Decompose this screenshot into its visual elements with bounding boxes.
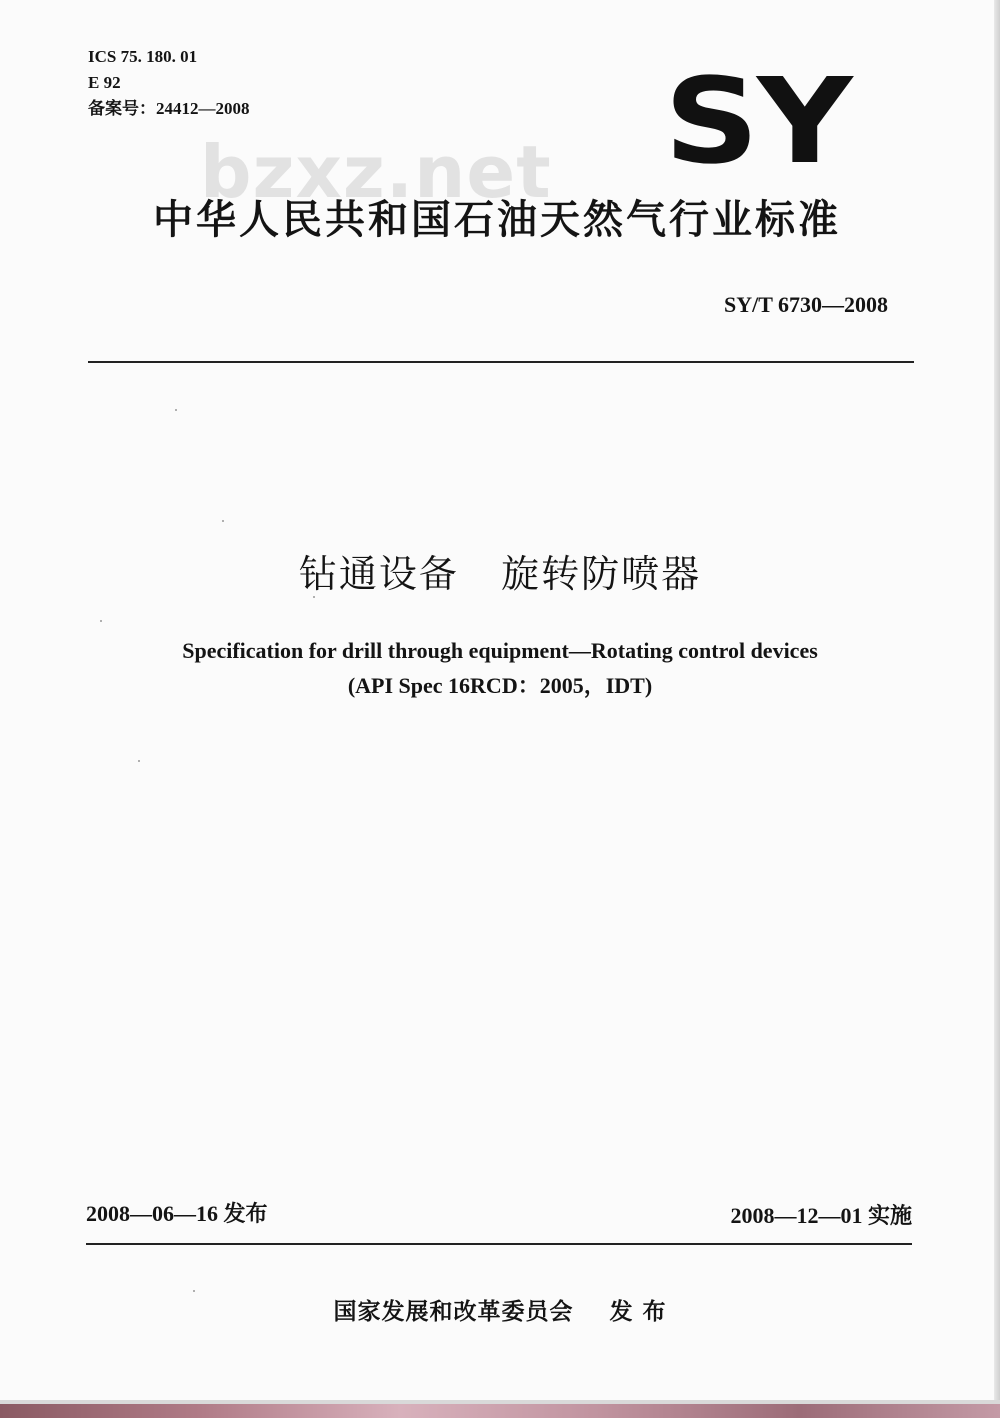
page-edge-shadow: [994, 0, 1000, 1418]
scan-speck: [100, 620, 102, 622]
scan-speck: [193, 1290, 195, 1292]
bottom-edge-strip: [0, 1404, 1000, 1418]
scan-speck: [138, 760, 140, 762]
implementation-date: 2008—12—01 实施: [730, 1203, 912, 1228]
scan-speck: [222, 520, 224, 522]
standard-number: SY/T 6730—2008: [723, 292, 888, 317]
bottom-divider: [86, 1243, 912, 1245]
scan-speck: [175, 409, 177, 411]
classification-block: [88, 44, 250, 122]
sy-logo: SY: [664, 52, 851, 190]
filing-number: 备案号：24412—2008: [88, 99, 250, 118]
adoption-note: (API Spec 16RCD：2005，IDT): [347, 673, 653, 698]
watermark: bzxz.net: [200, 130, 552, 214]
english-title: Specification for drill through equipment—Rotating control devices: [182, 638, 818, 663]
top-divider: [88, 361, 914, 363]
scan-speck: [313, 596, 315, 598]
classification-code: E 92: [88, 73, 121, 92]
ics-code: ICS 75. 180. 01: [88, 47, 198, 66]
issue-date: 2008—06—16 发布: [86, 1201, 268, 1226]
chinese-title: 钻通设备 旋转防喷器: [298, 552, 702, 596]
publisher: 国家发展和改革委员会 发 布: [333, 1299, 667, 1325]
organization-title: 中华人民共和国石油天然气行业标准: [153, 197, 841, 243]
